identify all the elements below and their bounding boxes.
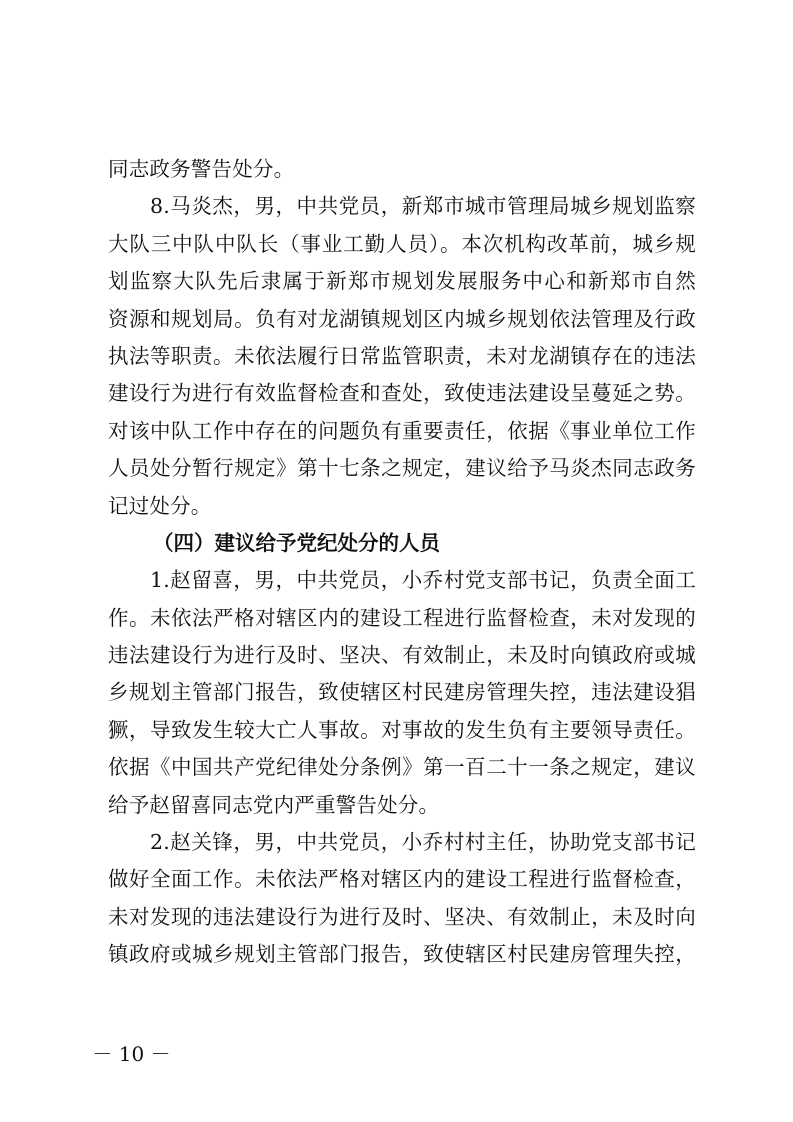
paragraph-line: 对该中队工作中存在的问题负有重要责任，依据《事业单位工作	[108, 418, 696, 443]
paragraph-line: 资源和规划局。负有对龙湖镇规划区内城乡规划依法管理及行政	[108, 306, 696, 331]
paragraph-line: 8.马炎杰，男，中共党员，新郑市城市管理局城乡规划监察	[150, 194, 696, 219]
paragraph-item-1	[108, 562, 696, 824]
paragraph-line: 1.赵留喜，男，中共党员，小乔村党支部书记，负责全面工	[150, 568, 696, 593]
paragraph-item-2	[108, 824, 696, 974]
paragraph-line: 未对发现的违法建设行为进行及时、坚决、有效制止，未及时向	[108, 904, 696, 929]
paragraph-continuation	[108, 151, 696, 188]
paragraph-line: 违法建设行为进行及时、坚决、有效制止，未及时向镇政府或城	[108, 643, 696, 668]
paragraph-line: 依据《中国共产党纪律处分条例》第一百二十一条之规定，建议	[108, 755, 696, 780]
paragraph-line: 做好全面工作。未依法严格对辖区内的建设工程进行监督检查，	[108, 867, 696, 892]
paragraph-line: 建设行为进行有效监督检查和查处，致使违法建设呈蔓延之势。	[108, 381, 696, 406]
paragraph-item-8	[108, 188, 696, 525]
page-number: － 10 －	[92, 1042, 171, 1066]
paragraph-line: 大队三中队中队长（事业工勤人员）。本次机构改革前，城乡规	[108, 231, 696, 256]
section-heading: （四）建议给予党纪处分的人员	[153, 530, 440, 555]
paragraph-line: 划监察大队先后隶属于新郑市规划发展服务中心和新郑市自然	[108, 269, 696, 294]
paragraph-line: 记过处分。	[108, 493, 212, 518]
paragraph-line: 乡规划主管部门报告，致使辖区村民建房管理失控，违法建设猖	[108, 680, 696, 705]
paragraph-line: 獗，导致发生较大亡人事故。对事故的发生负有主要领导责任。	[108, 717, 696, 742]
paragraph-line: 作。未依法严格对辖区内的建设工程进行监督检查，未对发现的	[108, 605, 696, 630]
paragraph-line: 同志政务警告处分。	[108, 157, 295, 181]
document-body	[108, 151, 696, 974]
paragraph-line: 给予赵留喜同志党内严重警告处分。	[108, 792, 440, 817]
paragraph-line: 2.赵关锋，男，中共党员，小乔村村主任，协助党支部书记	[150, 830, 696, 855]
paragraph-line: 镇政府或城乡规划主管部门报告，致使辖区村民建房管理失控，	[108, 942, 696, 967]
paragraph-line: 人员处分暂行规定》第十七条之规定，建议给予马炎杰同志政务	[108, 456, 696, 481]
paragraph-line: 执法等职责。未依法履行日常监管职责，未对龙湖镇存在的违法	[108, 343, 696, 368]
